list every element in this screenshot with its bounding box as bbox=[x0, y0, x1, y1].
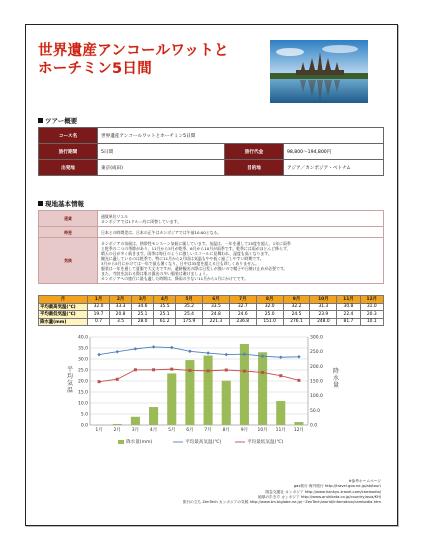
destination-label: 目的地 bbox=[225, 160, 284, 176]
y-axis-title-left-char: 均 bbox=[66, 373, 74, 380]
climate-header-cell: 7月 bbox=[229, 296, 256, 304]
currency-label: 通貨 bbox=[39, 211, 98, 227]
table-row: 平均最低気温(℃) 19.7 20.8 25.1 25.1 25.4 24.8 24.6 25.0 24.5 23.9 22.4 20.3 bbox=[39, 311, 384, 319]
x-tick-label: 5月 bbox=[168, 428, 176, 433]
min-temperature-point bbox=[225, 369, 228, 372]
min-temperature-point bbox=[170, 368, 173, 371]
precipitation-bar bbox=[276, 401, 285, 425]
period-label: 旅行期間 bbox=[39, 144, 98, 160]
x-tick-label: 3月 bbox=[131, 428, 140, 433]
precipitation-bar bbox=[113, 424, 122, 425]
climate-chart bbox=[60, 335, 370, 455]
climate-header-cell: 11月 bbox=[337, 296, 360, 304]
y-tick-label-right: 200.0 bbox=[310, 364, 323, 370]
max-temperature-point bbox=[297, 355, 301, 359]
x-tick-label: 11月 bbox=[275, 428, 286, 433]
max-temperature-point bbox=[115, 350, 119, 354]
max-temperature-point bbox=[134, 347, 138, 351]
min-temperature-point bbox=[134, 368, 137, 371]
climate-text: カンボジアの気候は、熱帯性モンスーン気候に属しています。気温は、一年を通して25度を超え、1年に雨季 と乾季の二つの季節があり、11月から5月が乾季、6月から10月が雨季です。乾季には雨がほとんど降らず、 晴天の日が多く続きます。雨季は毎日のように激しいスコールに見舞われ、湿度も高くなります。 観光に適しているのは乾季で、特に11月から2月頃は気温もやや低く過ごしやすい時期です。 3月から5月にかけては一年で最も暑くなり、日中は35度を超える日も珍しくありません。 服装は一年を通して夏服で大丈夫ですが、遺跡観光の際は日差しが強いので帽子や日焼け止めが必要です。 また、寺院を訪れる際は肌の露出の多い服装は避けましょう。 カンボジアへの旅行に最も適した時期は、降雨の少ない11月から1月にかけてです。 bbox=[98, 238, 384, 284]
climate-header-cell: 3月 bbox=[132, 296, 154, 304]
min-temperature-point bbox=[243, 370, 246, 373]
legend-swatch-precipitation bbox=[118, 440, 124, 444]
y-tick-label-left: 15.0 bbox=[77, 390, 88, 396]
basic-info-table bbox=[38, 210, 384, 284]
climate-header-cell: 10月 bbox=[310, 296, 337, 304]
max-temperature-point bbox=[170, 346, 174, 350]
period-value: 5日間 bbox=[98, 144, 225, 160]
min-temperature-point bbox=[261, 371, 264, 374]
section-bullet-icon bbox=[38, 118, 43, 123]
basic-info-section-title: 現地基本情報 bbox=[38, 199, 84, 208]
y-tick-label-right: 0.0 bbox=[310, 423, 318, 429]
climate-header-cell: 6月 bbox=[202, 296, 229, 304]
precipitation-bar bbox=[258, 352, 267, 425]
precipitation-bar bbox=[131, 417, 140, 425]
precipitation-bar bbox=[149, 407, 158, 425]
legend-label-min-temp: 平均最低気温(℃) bbox=[247, 440, 284, 445]
x-tick-label: 6月 bbox=[186, 428, 194, 433]
min-temperature-point bbox=[188, 369, 191, 372]
precipitation-bar bbox=[167, 373, 176, 425]
y-axis-title-right-char: 水 bbox=[332, 375, 340, 382]
x-tick-label: 10月 bbox=[257, 428, 268, 433]
y-tick-label-right: 250.0 bbox=[310, 350, 323, 356]
price-value: 98,800～194,800円 bbox=[284, 144, 384, 160]
min-temperature-point bbox=[152, 368, 155, 371]
x-tick-label: 2月 bbox=[113, 428, 121, 433]
overview-section-title: ツアー概要 bbox=[38, 116, 77, 125]
overview-table bbox=[38, 127, 384, 176]
legend-label-max-temp: 平均最高気温(℃) bbox=[185, 440, 222, 445]
x-tick-label: 1月 bbox=[95, 428, 103, 433]
footer-line: 阪急交通社 カンボジア http://www.hankyu-travel.com/cambodia/ bbox=[265, 489, 381, 494]
angkor-wat-photo bbox=[270, 40, 368, 103]
y-tick-label-left: 10.0 bbox=[77, 401, 88, 407]
legend-label-precipitation: 降水量(mm) bbox=[126, 440, 153, 445]
x-tick-label: 7月 bbox=[204, 428, 212, 433]
y-axis-title-right-char: 量 bbox=[332, 382, 340, 389]
climate-header-cell: 9月 bbox=[283, 296, 310, 304]
precipitation-bar bbox=[294, 422, 303, 425]
destination-value: アジア／カンボジア・ベトナム bbox=[284, 160, 384, 176]
climate-table bbox=[38, 295, 384, 326]
y-tick-label-left: 30.0 bbox=[77, 357, 88, 363]
precipitation-bar bbox=[222, 381, 231, 425]
currency-text: 通貨単位リエル カンボジアでは1ドル＝約に両替しています。 bbox=[98, 211, 384, 227]
course-label: コース名 bbox=[39, 128, 98, 144]
min-temperature-point bbox=[98, 380, 101, 383]
x-tick-label: 4月 bbox=[149, 428, 158, 433]
y-tick-label-left: 20.0 bbox=[77, 379, 88, 385]
y-tick-label-left: 0.0 bbox=[80, 423, 88, 429]
x-tick-label: 9月 bbox=[240, 428, 249, 433]
y-axis-title-left-char: 平 bbox=[66, 366, 74, 373]
min-temperature-point bbox=[207, 369, 210, 372]
y-axis-title-left-char: 気 bbox=[66, 380, 74, 387]
y-tick-label-left: 25.0 bbox=[77, 368, 88, 374]
climate-header-cell: 2月 bbox=[110, 296, 132, 304]
footer-line: 地球の歩き方 カンボジア http://www.arukikata.co.jp/country/asia/KH/ bbox=[257, 494, 381, 499]
table-row: 平均最高気温(℃) 32.0 33.3 34.6 35.5 35.2 33.5 32.7 32.0 32.2 31.3 30.8 31.0 bbox=[39, 303, 384, 311]
y-tick-label-right: 50.0 bbox=[310, 408, 321, 414]
departure-value: 東京(成田) bbox=[98, 160, 225, 176]
max-temperature-point bbox=[188, 350, 192, 354]
footer-line: 旅行の立ち ZenTech カンボジアの気候 http://www.tm.biglobe.ne.jp/~ZenTech/world/infomation/cambodia.htm bbox=[182, 500, 381, 505]
y-tick-label-left: 5.0 bbox=[80, 412, 88, 418]
precipitation-bar bbox=[204, 356, 213, 425]
climate-label: 気候 bbox=[39, 238, 98, 284]
y-tick-label-left: 40.0 bbox=[77, 335, 88, 341]
min-temperature-point bbox=[116, 378, 119, 381]
course-value: 世界遺産アンコールワットとホーチミン5日間 bbox=[98, 128, 384, 144]
x-tick-label: 12月 bbox=[293, 428, 305, 433]
climate-header-cell: 4月 bbox=[154, 296, 176, 304]
max-temperature-line bbox=[99, 347, 299, 357]
min-temperature-point bbox=[297, 379, 300, 382]
y-axis-title-left-char: 温 bbox=[66, 387, 74, 394]
departure-label: 出発地 bbox=[39, 160, 98, 176]
climate-header-month: 月 bbox=[39, 296, 88, 304]
footer-line: gaz旅行 海外旅行 http://travel.goo.ne.jp/ab/tour/ bbox=[293, 484, 381, 489]
climate-header-cell: 12月 bbox=[360, 296, 383, 304]
min-temperature-line bbox=[99, 369, 299, 382]
precipitation-bar bbox=[240, 344, 249, 425]
max-temperature-point bbox=[206, 351, 210, 355]
y-tick-label-left: 35.0 bbox=[77, 346, 88, 352]
y-tick-label-right: 100.0 bbox=[310, 394, 323, 400]
max-temperature-point bbox=[97, 353, 101, 357]
y-tick-label-right: 150.0 bbox=[310, 379, 323, 385]
table-row: 降水量(mm) 0.7 3.5 28.0 61.2 175.9 221.3 236.8 151.0 276.1 248.0 81.7 10.1 bbox=[39, 318, 384, 326]
time-difference-label: 時差 bbox=[39, 227, 98, 238]
y-axis-title-right-char: 降 bbox=[332, 368, 340, 375]
time-difference-text: 日本との時間差は、日本の正午はカンボジアでは午前10:00となる。 bbox=[98, 227, 384, 238]
min-temperature-point bbox=[279, 374, 282, 377]
title-line-2: ホーチミン5日間 bbox=[38, 61, 152, 77]
climate-header-cell: 1月 bbox=[88, 296, 110, 304]
x-tick-label: 8月 bbox=[222, 428, 230, 433]
climate-header-cell: 5月 bbox=[176, 296, 203, 304]
max-temperature-point bbox=[279, 355, 283, 359]
title-line-1: 世界遺産アンコールワットと bbox=[38, 43, 229, 59]
page-title bbox=[38, 42, 268, 78]
y-tick-label-right: 300.0 bbox=[310, 335, 323, 341]
max-temperature-point bbox=[224, 353, 228, 357]
reference-footer bbox=[183, 479, 381, 505]
climate-header-cell: 8月 bbox=[256, 296, 283, 304]
climate-chart-svg bbox=[60, 335, 370, 455]
section-bullet-icon bbox=[38, 201, 43, 206]
price-label: 旅行代金 bbox=[225, 144, 284, 160]
footer-line: ※参考ホームページ bbox=[348, 479, 381, 483]
